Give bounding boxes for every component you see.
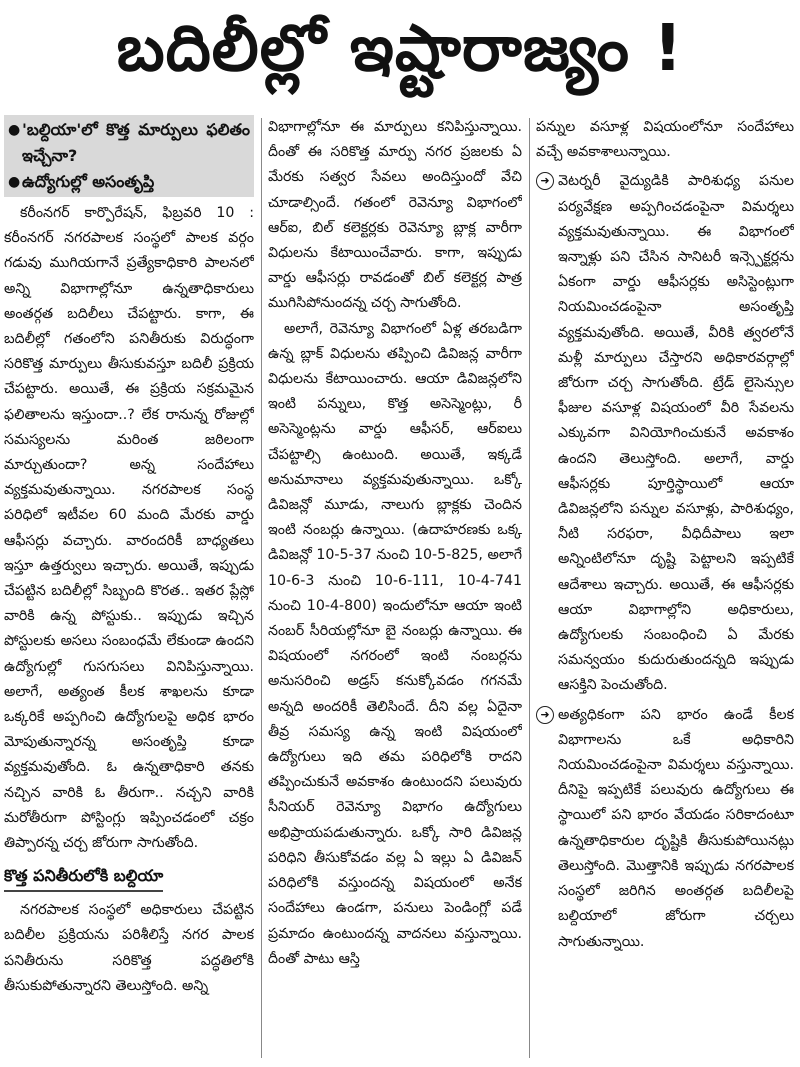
bullet-icon: ● xyxy=(8,174,21,190)
body-paragraph: కరీంనగర్ కార్పొరేషన్, ఫిబ్రవరి 10 : కరీంనగర్ నగరపాలక సంస్థలో పాలక వర్గం గడువు ముగియగానే ప్రత్యేకాధికారి పాలనలో అన్ని విభాగాల్లోనూ ఉన్నతాధికారులు అంతర్గత బదిలీలు చేపట్టారు. కాగా, ఈ బదిలీల్లో గతంలోని పనితీరుకు విరుద్ధంగా సరికొత్త మార్పులు తీసుకువస్తూ బదిలీ ప్రక్రియ చేపట్టారు. అయితే, ఈ ప్రక్రియ సక్రమమైన ఫలితాలను ఇస్తుందా..? లేక రానున్న రోజుల్లో సమస్యలను మరింత జఠిలంగా మార్చుతుందా? అన్న సందేహాలు వ్యక్తమవుతున్నాయి. నగరపాలక సంస్థ పరిధిలో ఇటీవల 60 మంది మేరకు వార్డు ఆఫీసర్లు వచ్చారు. వారందరికీ బాధ్యతలు ఇస్తూ ఉత్తర్వులు ఇచ్చారు. అయితే, ఇప్పుడు చేపట్టిన బదిలీల్లో సిబ్బంది కొరత.. ఇతర ప్లేస్లో వారికి ఉన్న పోస్టుకు.. ఇప్పుడు ఇచ్చిన పోస్టులకు అసలు సంబంధమే లేకుండా ఉందని ఉద్యోగుల్లో గుసగుసలు వినిపిస్తున్నాయి. అలాగే, అత్యంత కీలక శాఖలను కూడా ఒక్కరికే అప్పగించి ఉద్యోగులపై అధిక భారం మోపుతున్నారన్న అసంతృప్తి కూడా వ్యక్తమవుతోంది. ఓ ఉన్నతాధికారి తనకు నచ్చిన వారికి ఓ తీరుగా.. నచ్చని వారికి మరోతీరుగా పోస్టింగ్లు ఇప్పించడంలో చక్రం తిప్పారన్న చర్చ జోరుగా సాగుతోంది. xyxy=(4,205,254,852)
arrow-bullet-icon: ➜ xyxy=(536,706,554,724)
highlight-item xyxy=(8,169,250,195)
body-paragraph: నగరపాలక సంస్థలో అధికారులు చేపట్టిన బదిలీల ప్రక్రియను పరిశీలిస్తే నగర పాలక పనితీరును సరికొత్త పద్ధతిలోకి తీసుకుపోతున్నారని తెలుస్తోంది. అన్ని xyxy=(4,902,254,994)
point-paragraph xyxy=(536,169,794,698)
column-3 xyxy=(536,115,794,1060)
highlight-item xyxy=(8,117,250,169)
point-paragraph xyxy=(536,703,794,955)
highlight-text: 'బల్దియా'లో కొత్త మార్పులు ఫలితం ఇచ్చేనా? xyxy=(22,120,250,165)
highlight-box xyxy=(4,115,254,197)
highlight-text: ఉద్యోగుల్లో అసంతృప్తి xyxy=(22,172,155,191)
column-1 xyxy=(4,115,254,1060)
column-divider xyxy=(261,118,262,1058)
bullet-icon: ● xyxy=(8,122,21,138)
body-paragraph: అలాగే, రెవెన్యూ విభాగంలో ఏళ్ల తరబడిగా ఉన్న బ్లాక్ విధులను తప్పించి డివిజన్ల వారీగా విధులను కేటాయించారు. ఆయా డివిజన్లలోని ఇంటి పన్నులు, కొత్త అసెస్మెంట్లు, రీ అసెస్మెంట్లను వార్డు ఆఫీసర్, ఆర్ఐలు చేపట్టాల్సి ఉంటుంది. అయితే, ఇక్కడే అనుమానాలు వ్యక్తమవుతున్నాయి. ఒక్కో డివిజన్లో మూడు, నాలుగు బ్లాక్లకు చెందిన ఇంటి నంబర్లు ఉన్నాయి. (ఉదాహరణకు ఒక్క డివిజన్లో 10-5-37 నుంచి 10-5-825, అలాగే 10-6-3 నుంచి 10-6-111, 10-4-741 నుంచి 10-4-800) ఇందులోనూ ఆయా ఇంటి నంబర్ సీరియల్లోనూ బై నంబర్లు ఉన్నాయి. ఈ విషయంలో నగరంలో ఇంటి నంబర్లను అనుసరించి అడ్రస్ కనుక్కోవడం గగనమే అన్నది అందరికీ తెలిసిందే. దీని వల్ల ఏదైనా తీవ్ర సమస్య ఉన్న ఇంటి విషయంలో ఉద్యోగులు ఇది తమ పరిధిలోకి రాదని తప్పించుకునే అవకాశం ఉంటుందని పలువురు సీనియర్ రెవెన్యూ విభాగం ఉద్యోగులు అభిప్రాయపడుతున్నారు. ఒక్కో సారి డివిజన్ల పరిధిని తీసుకోవడం వల్ల ఏ ఇల్లు ఏ డివిజన్ పరిధిలోకి వస్తుందన్న విషయంలో అనేక సందేహాలు ఉండగా, పనులు పెండింగ్లో పడే ప్రమాదం ఉంటుందన్న వాదనలు వస్తున్నాయి. దీంతో పాటు ఆస్తి xyxy=(268,320,522,967)
body-paragraph: పన్నుల వసూళ్ల విషయంలోనూ సందేహాలు వచ్చే అవకాశాలున్నాయి. xyxy=(536,119,794,161)
body-paragraph: విభాగాల్లోనూ ఈ మార్పులు కనిపిస్తున్నాయి. దీంతో ఈ సరికొత్త మార్పు నగర ప్రజలకు ఏ మేరకు సత్వర సేవలు అందిస్తుందో వేచి చూడాల్సిందే. గతంలో రెవెన్యూ విభాగంలో ఆర్ఐ, బిల్ కలెక్టర్లకు రెవెన్యూ బ్లాక్ల వారీగా విధులను కేటాయించేవారు. కాగా, ఇప్పుడు వార్డు ఆఫీసర్లు రావడంతో బిల్ కలెక్టర్ల పాత్ర ముగిసిపోనుందన్న చర్చ సాగుతోంది. xyxy=(268,119,522,312)
column-2 xyxy=(268,115,522,1060)
headline: బదిలీల్లో ఇష్టారాజ్యం ! xyxy=(116,11,684,86)
body-paragraph: అత్యధికంగా పని భారం ఉండే కీలక విభాగాలను ఒకే అధికారిని నియమించడంపైనా విమర్శలు వస్తున్నాయి. దీనిపై ఇప్పటికే పలువురు ఉద్యోగులు ఈ స్థాయిలో పని భారం వేయడం సరికాదంటూ ఉన్నతాధికారుల దృష్టికి తీసుకుపోయినట్లు తెలుస్తోంది. మొత్తానికి ఇప్పుడు నగరపాలక సంస్థలో జరిగిన అంతర్గత బదిలీలపై బల్దియాలో జోరుగా చర్చలు సాగుతున్నాయి. xyxy=(558,706,794,950)
body-paragraph: వెటర్నరీ వైద్యుడికి పారిశుధ్య పనుల పర్యవేక్షణ అప్పగించడంపైనా విమర్శలు వ్యక్తమవుతున్నాయి. ఈ విభాగంలో ఇన్నాళ్లు పని చేసిన సానిటరీ ఇన్స్పెక్టర్లను ఏకంగా వార్డు ఆఫీసర్లకు అసిస్టెంట్లుగా నియమించడంపైనా అసంతృప్తి వ్యక్తమవుతోంది. అయితే, వీరికి త్వరలోనే మళ్లీ మార్పులు చేస్తారని అధికారవర్గాల్లో జోరుగా చర్చ సాగుతోంది. ట్రేడ్ లైసెన్సుల ఫీజుల వసూళ్ల విషయంలో వీరి సేవలను ఎక్కువగా వినియోగించుకునే అవకాశం ఉందని తెలుస్తోంది. అలాగే, వార్డు ఆఫీసర్లకు పూర్తిస్థాయిలో ఆయా డివిజన్లలోని పన్నుల వసూళ్లు, పారిశుధ్యం, నీటి సరఫరా, వీధిదీపాలు ఇలా అన్నింటిలోనూ దృష్టి పెట్టాలని ఇప్పటికే ఆదేశాలు ఇచ్చారు. అయితే, ఈ ఆఫీసర్లకు ఆయా విభాగాల్లోని అధికారులు, ఉద్యోగులకు సంబంధించి ఏ మేరకు సమన్వయం కుదురుతుందన్నది ఇప్పుడు ఆసక్తిని పెంచుతోంది. xyxy=(558,173,794,694)
arrow-bullet-icon: ➜ xyxy=(536,172,554,190)
column-divider xyxy=(529,118,530,1058)
subheading: కొత్త పనితీరులోకి బల్దియా xyxy=(4,862,163,892)
